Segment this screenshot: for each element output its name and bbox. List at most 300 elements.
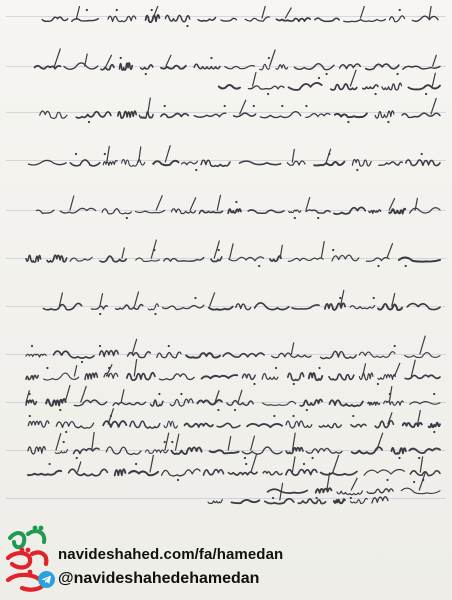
script-dot xyxy=(318,367,320,369)
script-word xyxy=(55,450,67,454)
script-word xyxy=(286,421,312,428)
script-word xyxy=(288,373,304,381)
script-word xyxy=(276,65,288,70)
script-ascender xyxy=(432,73,435,86)
script-dot xyxy=(394,345,396,347)
script-dot xyxy=(29,393,31,395)
script-ascender xyxy=(238,390,242,402)
script-word xyxy=(315,18,339,21)
script-dot xyxy=(244,457,246,459)
script-dot xyxy=(421,153,423,155)
script-word xyxy=(28,471,61,475)
script-dot xyxy=(317,217,319,219)
script-dot xyxy=(46,367,48,369)
script-word xyxy=(129,471,158,475)
script-word xyxy=(344,19,386,22)
script-word xyxy=(289,210,301,213)
script-word xyxy=(70,257,92,261)
script-dot xyxy=(164,441,166,443)
script-dot xyxy=(86,9,88,11)
script-word xyxy=(72,19,99,21)
script-dot xyxy=(186,25,188,27)
script-word xyxy=(128,352,151,358)
script-ascender xyxy=(326,149,330,162)
watermark-url: navideshahed.com/fa/hamedan xyxy=(58,546,284,563)
script-word xyxy=(340,64,361,69)
script-dot xyxy=(316,497,318,499)
script-ascender xyxy=(240,100,246,114)
script-dot xyxy=(151,9,153,11)
script-word xyxy=(300,399,322,406)
script-dot xyxy=(194,297,196,299)
script-word xyxy=(40,111,67,118)
script-word xyxy=(211,257,222,262)
telegram-icon xyxy=(38,571,55,588)
script-word xyxy=(405,375,440,379)
script-ascender xyxy=(77,6,80,18)
script-word xyxy=(74,448,100,453)
script-word xyxy=(242,374,255,379)
script-word xyxy=(26,354,46,357)
script-word xyxy=(159,374,194,380)
script-dot xyxy=(116,9,118,11)
script-dot xyxy=(273,415,275,417)
script-dot xyxy=(180,393,182,395)
script-word xyxy=(148,304,158,310)
script-word xyxy=(100,350,119,356)
script-word xyxy=(363,85,378,89)
script-dot xyxy=(413,481,415,483)
script-word xyxy=(163,305,204,309)
script-dot xyxy=(88,121,90,123)
script-word xyxy=(366,258,389,262)
script-dot xyxy=(292,415,294,417)
script-word xyxy=(70,160,100,166)
script-word xyxy=(217,423,240,427)
script-word xyxy=(56,422,93,429)
script-dot xyxy=(294,217,296,219)
script-dot xyxy=(399,9,401,11)
script-dot xyxy=(245,463,247,465)
script-dot xyxy=(373,297,375,299)
script-word xyxy=(406,160,440,166)
script-word xyxy=(240,161,281,165)
script-word xyxy=(260,112,301,118)
script-dot xyxy=(253,383,255,385)
script-word xyxy=(35,66,61,69)
script-word xyxy=(146,15,160,22)
script-word xyxy=(329,374,354,380)
script-word xyxy=(210,450,239,453)
script-dot xyxy=(267,93,269,95)
script-word xyxy=(139,112,153,118)
script-word xyxy=(26,255,41,262)
script-word xyxy=(232,500,260,503)
script-word xyxy=(330,400,363,406)
script-dot xyxy=(75,153,77,155)
script-dot xyxy=(268,57,270,59)
script-dot xyxy=(405,265,407,267)
script-word xyxy=(115,469,126,475)
script-word xyxy=(389,209,405,214)
script-dot xyxy=(31,345,33,347)
script-word xyxy=(103,421,126,427)
script-dot xyxy=(350,497,352,499)
script-word xyxy=(384,401,404,405)
script-word xyxy=(102,209,131,214)
script-ascender xyxy=(56,434,61,450)
script-word xyxy=(219,85,240,89)
script-dot xyxy=(158,393,160,395)
script-word xyxy=(136,210,165,212)
script-word xyxy=(85,373,97,380)
script-ascender xyxy=(395,363,400,376)
script-dot xyxy=(425,93,427,95)
script-ascender xyxy=(333,455,339,472)
script-dot xyxy=(253,105,255,107)
script-word xyxy=(37,210,54,213)
script-ascender xyxy=(74,366,76,376)
script-word xyxy=(409,448,440,453)
script-word xyxy=(294,64,334,70)
script-word xyxy=(199,210,222,213)
script-dot xyxy=(177,479,179,481)
script-word xyxy=(186,353,220,358)
script-ascender xyxy=(165,146,170,162)
script-word xyxy=(270,256,281,261)
script-dot xyxy=(306,409,308,411)
script-word xyxy=(429,423,441,428)
script-word xyxy=(223,353,264,357)
script-dot xyxy=(272,497,274,499)
script-word xyxy=(337,491,363,495)
script-word xyxy=(286,448,303,454)
handwriting-strokes xyxy=(8,6,444,506)
script-word xyxy=(64,63,98,69)
script-word xyxy=(162,469,200,476)
script-word xyxy=(382,83,402,90)
script-word xyxy=(378,374,396,379)
script-word xyxy=(390,16,405,22)
script-word xyxy=(335,113,367,117)
script-ascender xyxy=(166,55,171,66)
script-ascender xyxy=(210,293,215,306)
script-word xyxy=(54,351,95,358)
script-ascender xyxy=(351,478,357,490)
script-word xyxy=(405,353,440,358)
script-word xyxy=(364,469,404,475)
script-dot xyxy=(164,105,166,107)
script-ascender xyxy=(190,198,196,210)
script-dot xyxy=(352,415,354,417)
script-word xyxy=(229,472,258,475)
script-word xyxy=(352,160,371,167)
script-word xyxy=(227,401,253,406)
script-word xyxy=(151,400,163,406)
script-dot xyxy=(433,393,435,395)
script-word xyxy=(263,471,282,474)
script-word xyxy=(170,399,193,406)
script-word xyxy=(369,210,381,213)
script-dot xyxy=(322,491,324,493)
script-ascender xyxy=(132,339,136,354)
script-word xyxy=(309,373,323,380)
script-word xyxy=(197,400,222,405)
script-word xyxy=(136,258,160,261)
script-word xyxy=(161,113,188,117)
script-dot xyxy=(171,441,173,443)
script-word xyxy=(392,448,406,454)
script-dot xyxy=(217,409,219,411)
script-word xyxy=(375,111,394,118)
script-word xyxy=(247,424,282,427)
script-word xyxy=(29,160,67,165)
script-word xyxy=(108,16,136,22)
script-word xyxy=(403,423,422,427)
script-word xyxy=(194,64,220,69)
script-ascender xyxy=(121,390,124,402)
script-ascender xyxy=(350,70,356,86)
script-word xyxy=(208,500,222,504)
script-word xyxy=(289,83,322,90)
script-ascender xyxy=(251,455,256,472)
script-word xyxy=(260,64,270,70)
script-dot xyxy=(224,105,226,107)
script-ascender xyxy=(70,196,74,210)
script-word xyxy=(242,447,282,454)
script-word xyxy=(182,161,198,164)
script-dot xyxy=(153,249,155,251)
script-dot xyxy=(76,457,78,459)
script-ascender xyxy=(156,196,162,210)
script-word xyxy=(229,257,264,261)
script-dot xyxy=(389,393,391,395)
script-dot xyxy=(281,105,283,107)
script-dot xyxy=(387,121,389,123)
script-dot xyxy=(49,463,51,465)
script-word xyxy=(292,305,319,309)
script-dot xyxy=(210,57,212,59)
script-word xyxy=(26,375,38,379)
script-ascender xyxy=(262,6,267,18)
script-dot xyxy=(375,93,377,95)
handwritten-text xyxy=(8,6,444,506)
script-word xyxy=(245,17,269,21)
script-ascender xyxy=(321,242,324,258)
script-word xyxy=(314,162,344,166)
script-dot xyxy=(65,431,67,433)
script-ascender xyxy=(107,146,110,162)
script-dot xyxy=(332,249,334,251)
script-word xyxy=(76,112,111,118)
script-dot xyxy=(104,153,106,155)
script-word xyxy=(306,113,330,117)
script-dot xyxy=(145,73,147,75)
script-word xyxy=(276,18,310,21)
script-ascender xyxy=(251,436,255,450)
script-word xyxy=(42,17,67,21)
script-word xyxy=(325,303,345,310)
script-dot xyxy=(63,441,65,443)
script-dot xyxy=(120,57,122,59)
script-ascender xyxy=(65,386,70,403)
script-word xyxy=(130,421,160,428)
script-word xyxy=(234,113,256,117)
script-word xyxy=(120,63,133,70)
script-ascender xyxy=(431,99,436,115)
script-dot xyxy=(110,415,112,417)
script-word xyxy=(228,209,241,213)
script-word xyxy=(321,351,357,358)
script-word xyxy=(46,399,66,406)
script-word xyxy=(60,208,95,213)
script-word xyxy=(116,305,143,310)
script-ascender xyxy=(253,73,256,86)
script-ascender xyxy=(81,386,86,402)
script-ascender xyxy=(285,8,291,18)
script-word xyxy=(221,18,236,21)
script-ascender xyxy=(217,195,220,210)
script-word xyxy=(410,208,440,213)
script-word xyxy=(407,304,440,310)
script-word xyxy=(366,64,399,70)
script-dot xyxy=(312,457,314,459)
script-dot xyxy=(154,313,156,315)
script-ascender xyxy=(361,6,366,18)
script-dot xyxy=(386,479,388,481)
script-dot xyxy=(275,367,277,369)
script-ascender xyxy=(150,455,153,472)
script-dot xyxy=(258,265,260,267)
script-word xyxy=(204,470,224,476)
script-word xyxy=(368,402,380,405)
script-ascender xyxy=(134,360,136,376)
script-word xyxy=(263,401,296,405)
script-word xyxy=(161,66,186,69)
script-word xyxy=(248,210,284,213)
script-word xyxy=(332,255,359,261)
script-word xyxy=(255,303,289,310)
script-word xyxy=(298,499,325,504)
script-dot xyxy=(347,121,349,123)
script-dot xyxy=(356,169,358,171)
script-word xyxy=(141,65,153,69)
script-dot xyxy=(293,383,295,385)
script-dot xyxy=(126,217,128,219)
script-word xyxy=(26,400,36,405)
script-ascender xyxy=(292,149,294,162)
script-ascender xyxy=(176,434,179,450)
script-word xyxy=(412,16,438,21)
script-dot xyxy=(29,415,31,417)
script-ascender xyxy=(306,198,310,211)
script-ascender xyxy=(148,98,151,114)
script-word xyxy=(321,472,357,476)
script-dot xyxy=(135,463,137,465)
script-ascender xyxy=(433,55,437,66)
script-ascender xyxy=(420,336,425,354)
script-word xyxy=(171,209,195,214)
script-word xyxy=(402,113,440,117)
script-word xyxy=(403,66,440,69)
script-word xyxy=(268,489,308,493)
script-word xyxy=(164,421,177,428)
script-word xyxy=(236,304,251,310)
script-word xyxy=(408,85,440,89)
script-word xyxy=(201,160,230,166)
script-word xyxy=(334,207,365,214)
script-ascender xyxy=(411,360,415,376)
script-word xyxy=(198,18,215,21)
script-ascender xyxy=(420,457,422,472)
script-ascender xyxy=(85,54,88,66)
script-word xyxy=(359,373,373,380)
script-ascender xyxy=(55,49,61,66)
script-word xyxy=(372,497,388,503)
script-word xyxy=(103,160,117,165)
script-word xyxy=(28,421,49,427)
script-dot xyxy=(99,313,101,315)
script-ascender xyxy=(151,240,156,258)
script-dot xyxy=(418,457,420,459)
script-dot xyxy=(328,153,330,155)
script-ascender xyxy=(389,199,394,211)
script-dot xyxy=(305,105,307,107)
script-word xyxy=(157,352,181,358)
script-ascender xyxy=(228,437,231,451)
script-word xyxy=(113,402,146,405)
script-word xyxy=(248,86,284,89)
script-ascender xyxy=(122,248,124,258)
script-dot xyxy=(433,431,435,433)
script-word xyxy=(367,489,393,494)
script-word xyxy=(351,424,366,427)
script-word xyxy=(334,499,345,503)
script-word xyxy=(202,375,238,379)
script-word xyxy=(185,423,213,427)
script-word xyxy=(69,469,108,476)
script-word xyxy=(122,160,145,167)
script-dot xyxy=(81,361,83,363)
script-word xyxy=(209,307,233,310)
script-word xyxy=(331,84,357,90)
script-word xyxy=(288,258,323,261)
script-dot xyxy=(397,73,399,75)
script-ascender xyxy=(100,294,103,306)
script-word xyxy=(378,304,402,310)
script-word xyxy=(225,66,255,69)
script-dot xyxy=(377,383,379,385)
script-word xyxy=(351,498,368,503)
script-word xyxy=(101,65,114,70)
watermark-handle: @navideshahedehamedan xyxy=(58,570,260,587)
script-word xyxy=(194,113,226,117)
script-ascender xyxy=(280,245,282,258)
script-dot xyxy=(303,463,305,465)
script-dot xyxy=(339,297,341,299)
script-ascender xyxy=(291,343,293,354)
script-dot xyxy=(318,77,320,79)
script-dot xyxy=(326,73,328,75)
script-dot xyxy=(99,345,101,347)
script-dot xyxy=(108,367,110,369)
script-word xyxy=(44,373,79,380)
script-ascender xyxy=(387,244,393,258)
script-word xyxy=(350,305,375,308)
script-ascender xyxy=(429,6,431,18)
script-dot xyxy=(59,409,61,411)
script-ascender xyxy=(106,55,111,66)
